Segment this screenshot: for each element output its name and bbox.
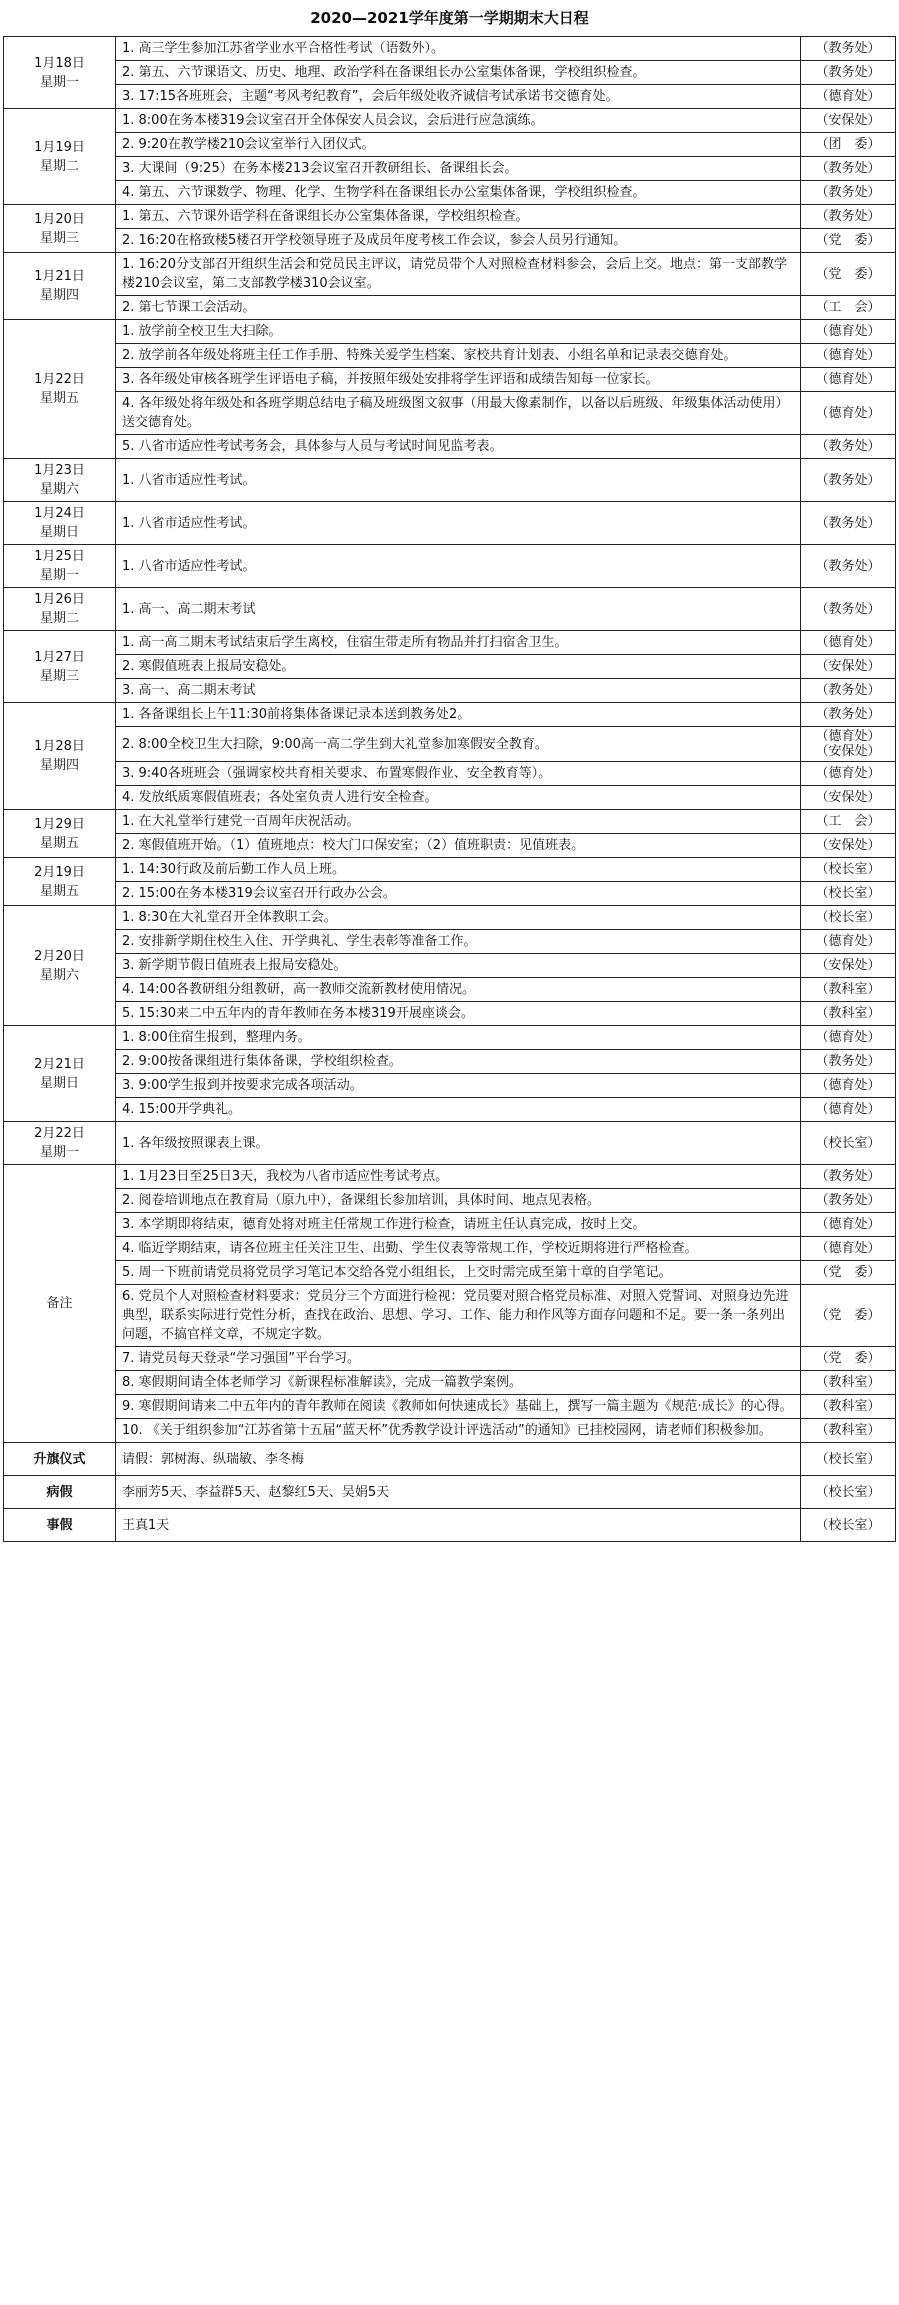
dept-cell: （党 委） <box>801 1261 896 1285</box>
table-row <box>4 978 896 1002</box>
item-text: 2. 寒假值班表上报局安稳处。 <box>116 655 801 679</box>
date-cell <box>4 205 116 253</box>
date-label: 1月22日 <box>34 372 85 387</box>
item-text: 5. 八省市适应性考试考务会，具体参与人员与考试时间见监考表。 <box>116 435 801 459</box>
note-text: 2. 阅卷培训地点在教育局（原九中），备课组长参加培训，具体时间、地点见表格。 <box>116 1189 801 1213</box>
table-row <box>4 109 896 133</box>
weekday-label: 星期五 <box>39 391 79 406</box>
date-cell <box>4 703 116 810</box>
dept-cell: （教科室） <box>801 1419 896 1443</box>
date-cell <box>4 502 116 545</box>
item-text: 2. 第七节课工会活动。 <box>116 296 801 320</box>
dept-cell: （德育处） <box>801 368 896 392</box>
dept-cell: （工 会） <box>801 296 896 320</box>
dept-cell: （教务处） <box>801 205 896 229</box>
dept-cell: （德育处） <box>801 85 896 109</box>
date-cell <box>4 810 116 858</box>
item-text: 1. 高三学生参加江苏省学业水平合格性考试（语数外）。 <box>116 37 801 61</box>
note-text: 4. 临近学期结束，请各位班主任关注卫生、出勤、学生仪表等常规工作，学校近期将进行严格检查。 <box>116 1237 801 1261</box>
dept-cell: （教务处） <box>801 679 896 703</box>
table-row <box>4 61 896 85</box>
table-row <box>4 1443 896 1476</box>
date-label: 1月19日 <box>34 139 85 155</box>
table-row <box>4 655 896 679</box>
item-text: 1. 各备课组长上午11:30前将集体备课记录本送到教务处2。 <box>116 703 801 727</box>
dept-cell: （教科室） <box>801 1395 896 1419</box>
item-text: 2. 16:20在格致楼5楼召开学校领导班子及成员年度考核工作会议，参会人员另行通知。 <box>116 229 801 253</box>
table-row <box>4 588 896 631</box>
date-cell <box>4 545 116 588</box>
dept-cell: （教务处） <box>801 588 896 631</box>
item-text: 2. 第五、六节课语文、历史、地理、政治学科在备课组长办公室集体备课，学校组织检查。 <box>116 61 801 85</box>
date-cell <box>4 253 116 320</box>
table-row <box>4 1419 896 1443</box>
dept-cell: （安保处） <box>801 834 896 858</box>
date-label: 1月27日 <box>34 649 85 665</box>
weekday-label: 星期一 <box>39 74 79 90</box>
item-text: 1. 各年级按照课表上课。 <box>116 1122 801 1165</box>
note-text: 10. 《关于组织参加“江苏省第十五届“蓝天杯”优秀教学设计评选活动”的通知》已挂校园网，请老师们积极参加。 <box>116 1419 801 1443</box>
dept-cell: （校长室） <box>801 1476 896 1509</box>
date-label: 1月20日 <box>34 211 85 227</box>
item-text: 2. 安排新学期住校生入住、开学典礼、学生表彰等准备工作。 <box>116 930 801 954</box>
table-row <box>4 157 896 181</box>
item-text: 3. 17:15各班班会，主题“考风考纪教育”，会后年级处收齐诚信考试承诺书交德育处。 <box>116 85 801 109</box>
item-text: 1. 第五、六节课外语学科在备课组长办公室集体备课，学校组织检查。 <box>116 205 801 229</box>
table-row <box>4 133 896 157</box>
table-row <box>4 727 896 762</box>
table-row <box>4 930 896 954</box>
weekday-label: 星期日 <box>39 1075 79 1091</box>
dept-cell: （安保处） <box>801 786 896 810</box>
item-text: 4. 15:00开学典礼。 <box>116 1098 801 1122</box>
dept-cell: （党 委） <box>801 229 896 253</box>
dept-cell: （安保处） <box>801 109 896 133</box>
weekday-label: 星期三 <box>39 230 79 246</box>
table-row <box>4 1122 896 1165</box>
item-text: 1. 8:00住宿生报到，整理内务。 <box>116 1026 801 1050</box>
table-row <box>4 1476 896 1509</box>
date-label: 1月26日 <box>34 592 85 607</box>
table-row <box>4 502 896 545</box>
table-row <box>4 1098 896 1122</box>
note-text: 8. 寒假期间请全体老师学习《新课程标准解读》，完成一篇教学案例。 <box>116 1371 801 1395</box>
table-row <box>4 205 896 229</box>
dept-cell: （党 委） <box>801 253 896 296</box>
note-text: 1. 1月23日至25日3天，我校为八省市适应性考试考点。 <box>116 1165 801 1189</box>
footer-text: 王真1天 <box>116 1509 801 1542</box>
weekday-label: 星期五 <box>39 835 79 851</box>
weekday-label: 星期日 <box>39 525 79 540</box>
dept-cell: （校长室） <box>801 882 896 906</box>
weekday-label: 星期六 <box>39 967 79 983</box>
item-text: 3. 9:40各班班会（强调家校共育相关要求、布置寒假作业、安全教育等）。 <box>116 762 801 786</box>
dept-cell: （德育处） <box>801 392 896 435</box>
dept-cell: （党 委） <box>801 1285 896 1347</box>
item-text: 1. 高一、高二期末考试 <box>116 588 801 631</box>
item-text: 1. 八省市适应性考试。 <box>116 459 801 502</box>
table-row <box>4 181 896 205</box>
date-label: 1月18日 <box>34 55 85 71</box>
dept-cell: （团 委） <box>801 133 896 157</box>
dept-cell: （校长室） <box>801 858 896 882</box>
item-text: 1. 八省市适应性考试。 <box>116 502 801 545</box>
dept-cell: （教务处） <box>801 545 896 588</box>
date-label: 1月24日 <box>34 506 85 521</box>
table-row <box>4 1347 896 1371</box>
item-text: 2. 放学前各年级处将班主任工作手册、特殊关爱学生档案、家校共育计划表、小组名单和记录表交德育处。 <box>116 344 801 368</box>
table-row <box>4 906 896 930</box>
item-text: 3. 大课间（9:25）在务本楼213会议室召开教研组长、备课组长会。 <box>116 157 801 181</box>
dept-cell: （德育处） （安保处） <box>801 727 896 762</box>
table-row <box>4 703 896 727</box>
date-label: 2月20日 <box>34 948 85 964</box>
date-cell <box>4 906 116 1026</box>
date-cell <box>4 320 116 459</box>
weekday-label: 星期五 <box>39 883 79 899</box>
dept-cell: （德育处） <box>801 1237 896 1261</box>
note-text: 6. 党员个人对照检查材料要求：党员分三个方面进行检视：党员要对照合格党员标准、对照入党誓词、对照身边先进典型，联系实际进行党性分析，查找在政治、思想、学习、工作、能力和作风等方面存问题和不足。要一条一条列出问题，不搞官样文章，不规定字数。 <box>116 1285 801 1347</box>
dept-cell: （校长室） <box>801 906 896 930</box>
table-row <box>4 1165 896 1189</box>
table-row <box>4 229 896 253</box>
dept-cell: （教务处） <box>801 459 896 502</box>
note-text: 9. 寒假期间请来二中五年内的青年教师在阅读《教师如何快速成长》基础上，撰写一篇主题为《规范·成长》的心得。 <box>116 1395 801 1419</box>
table-row <box>4 1237 896 1261</box>
dept-cell: （教务处） <box>801 435 896 459</box>
table-row <box>4 344 896 368</box>
date-cell <box>4 1026 116 1122</box>
dept-cell: （德育处） <box>801 344 896 368</box>
table-row <box>4 392 896 435</box>
table-row <box>4 679 896 703</box>
weekday-label: 星期二 <box>39 611 79 626</box>
date-cell <box>4 631 116 703</box>
item-text: 2. 15:00在务本楼319会议室召开行政办公会。 <box>116 882 801 906</box>
table-row <box>4 954 896 978</box>
table-row <box>4 786 896 810</box>
item-text: 1. 高一高二期末考试结束后学生离校，住宿生带走所有物品并打扫宿舍卫生。 <box>116 631 801 655</box>
item-text: 3. 9:00学生报到并按要求完成各项活动。 <box>116 1074 801 1098</box>
dept-cell: （德育处） <box>801 1213 896 1237</box>
date-cell <box>4 37 116 109</box>
table-row <box>4 810 896 834</box>
item-text: 1. 14:30行政及前后勤工作人员上班。 <box>116 858 801 882</box>
table-row <box>4 1371 896 1395</box>
weekday-label: 星期二 <box>39 158 79 174</box>
table-row <box>4 1395 896 1419</box>
date-cell <box>4 1122 116 1165</box>
dept-cell: （德育处） <box>801 1026 896 1050</box>
dept-cell: （校长室） <box>801 1122 896 1165</box>
item-text: 2. 9:20在教学楼210会议室举行入团仪式。 <box>116 133 801 157</box>
table-row <box>4 368 896 392</box>
table-row <box>4 762 896 786</box>
table-row <box>4 1213 896 1237</box>
date-cell <box>4 459 116 502</box>
dept-cell: （教务处） <box>801 157 896 181</box>
footer-label: 事假 <box>4 1509 116 1542</box>
dept-cell: （教科室） <box>801 1002 896 1026</box>
item-text: 2. 8:00全校卫生大扫除，9:00高一高二学生到大礼堂参加寒假安全教育。 <box>116 727 801 762</box>
dept-cell: （德育处） <box>801 631 896 655</box>
table-row <box>4 37 896 61</box>
item-text: 1. 在大礼堂举行建党一百周年庆祝活动。 <box>116 810 801 834</box>
dept-cell: （安保处） <box>801 655 896 679</box>
dept-cell: （德育处） <box>801 930 896 954</box>
item-text: 1. 放学前全校卫生大扫除。 <box>116 320 801 344</box>
table-row <box>4 1189 896 1213</box>
table-row <box>4 1074 896 1098</box>
notes-label: 备注 <box>4 1165 116 1443</box>
dept-cell: （教科室） <box>801 1371 896 1395</box>
table-row <box>4 858 896 882</box>
weekday-label: 星期四 <box>39 288 79 303</box>
table-row <box>4 1261 896 1285</box>
date-label: 1月23日 <box>34 463 85 478</box>
dept-cell: （教务处） <box>801 703 896 727</box>
dept-cell: （德育处） <box>801 762 896 786</box>
weekday-label: 星期一 <box>39 568 79 583</box>
table-row <box>4 320 896 344</box>
date-cell <box>4 109 116 205</box>
date-label: 2月21日 <box>34 1056 85 1072</box>
dept-cell: （教务处） <box>801 181 896 205</box>
schedule-table <box>3 36 896 1542</box>
table-row <box>4 834 896 858</box>
table-row <box>4 545 896 588</box>
table-row <box>4 1050 896 1074</box>
date-label: 2月22日 <box>34 1126 85 1141</box>
dept-cell: （校长室） <box>801 1443 896 1476</box>
dept-cell: （教务处） <box>801 1165 896 1189</box>
footer-text: 请假：郭树海、纵瑞敏、李冬梅 <box>116 1443 801 1476</box>
table-row <box>4 1026 896 1050</box>
dept-cell: （德育处） <box>801 1098 896 1122</box>
date-label: 1月28日 <box>34 739 85 754</box>
footer-text: 李丽芳5天、李益群5天、赵黎红5天、吴娟5天 <box>116 1476 801 1509</box>
table-row <box>4 1285 896 1347</box>
table-row <box>4 1002 896 1026</box>
table-row <box>4 1509 896 1542</box>
dept-cell: （安保处） <box>801 954 896 978</box>
table-row <box>4 253 896 296</box>
date-cell <box>4 588 116 631</box>
weekday-label: 星期三 <box>39 668 79 684</box>
dept-cell: （校长室） <box>801 1509 896 1542</box>
footer-label: 升旗仪式 <box>4 1443 116 1476</box>
dept-cell: （教科室） <box>801 978 896 1002</box>
dept-cell: （教务处） <box>801 502 896 545</box>
table-row <box>4 882 896 906</box>
footer-label: 病假 <box>4 1476 116 1509</box>
date-label: 1月21日 <box>34 269 85 284</box>
date-label: 2月19日 <box>34 864 85 880</box>
item-text: 3. 高一、高二期末考试 <box>116 679 801 703</box>
item-text: 1. 8:00在务本楼319会议室召开全体保安人员会议，会后进行应急演练。 <box>116 109 801 133</box>
dept-cell: （党 委） <box>801 1347 896 1371</box>
table-row <box>4 435 896 459</box>
item-text: 2. 寒假值班开始。（1）值班地点：校大门口保安室；（2）值班职责：见值班表。 <box>116 834 801 858</box>
dept-cell: （教务处） <box>801 37 896 61</box>
date-label: 1月29日 <box>34 816 85 832</box>
item-text: 4. 14:00各教研组分组教研，高一教师交流新教材使用情况。 <box>116 978 801 1002</box>
table-row <box>4 85 896 109</box>
weekday-label: 星期六 <box>39 482 79 497</box>
item-text: 5. 15:30来二中五年内的青年教师在务本楼319开展座谈会。 <box>116 1002 801 1026</box>
dept-cell: （德育处） <box>801 320 896 344</box>
item-text: 1. 八省市适应性考试。 <box>116 545 801 588</box>
dept-cell: （教务处） <box>801 1050 896 1074</box>
item-text: 1. 16:20分支部召开组织生活会和党员民主评议，请党员带个人对照检查材料参会，会后上交。地点：第一支部教学楼210会议室，第二支部教学楼310会议室。 <box>116 253 801 296</box>
page-title: 2020—2021学年度第一学期期末大日程 <box>310 9 589 27</box>
item-text: 4. 第五、六节课数学、物理、化学、生物学科在备课组长办公室集体备课，学校组织检查。 <box>116 181 801 205</box>
weekday-label: 星期四 <box>39 758 79 773</box>
dept-cell: （教务处） <box>801 61 896 85</box>
dept-cell: （工 会） <box>801 810 896 834</box>
dept-cell: （教务处） <box>801 1189 896 1213</box>
table-row <box>4 459 896 502</box>
dept-cell: （德育处） <box>801 1074 896 1098</box>
date-label: 1月25日 <box>34 549 85 564</box>
item-text: 1. 8:30在大礼堂召开全体教职工会。 <box>116 906 801 930</box>
table-row <box>4 296 896 320</box>
table-row <box>4 631 896 655</box>
note-text: 3. 本学期即将结束，德育处将对班主任常规工作进行检查，请班主任认真完成，按时上交。 <box>116 1213 801 1237</box>
item-text: 2. 9:00按备课组进行集体备课，学校组织检查。 <box>116 1050 801 1074</box>
item-text: 3. 新学期节假日值班表上报局安稳处。 <box>116 954 801 978</box>
weekday-label: 星期一 <box>39 1145 79 1160</box>
item-text: 4. 各年级处将年级处和各班学期总结电子稿及班级图文叙事（用最大像素制作，以备以后班级、年级集体活动使用）送交德育处。 <box>116 392 801 435</box>
note-text: 5. 周一下班前请党员将党员学习笔记本交给各党小组组长，上交时需完成至第十章的自学笔记。 <box>116 1261 801 1285</box>
note-text: 7. 请党员每天登录“学习强国”平台学习。 <box>116 1347 801 1371</box>
item-text: 3. 各年级处审核各班学生评语电子稿，并按照年级处安排将学生评语和成绩告知每一位家长。 <box>116 368 801 392</box>
date-cell <box>4 858 116 906</box>
item-text: 4. 发放纸质寒假值班表；各处室负责人进行安全检查。 <box>116 786 801 810</box>
